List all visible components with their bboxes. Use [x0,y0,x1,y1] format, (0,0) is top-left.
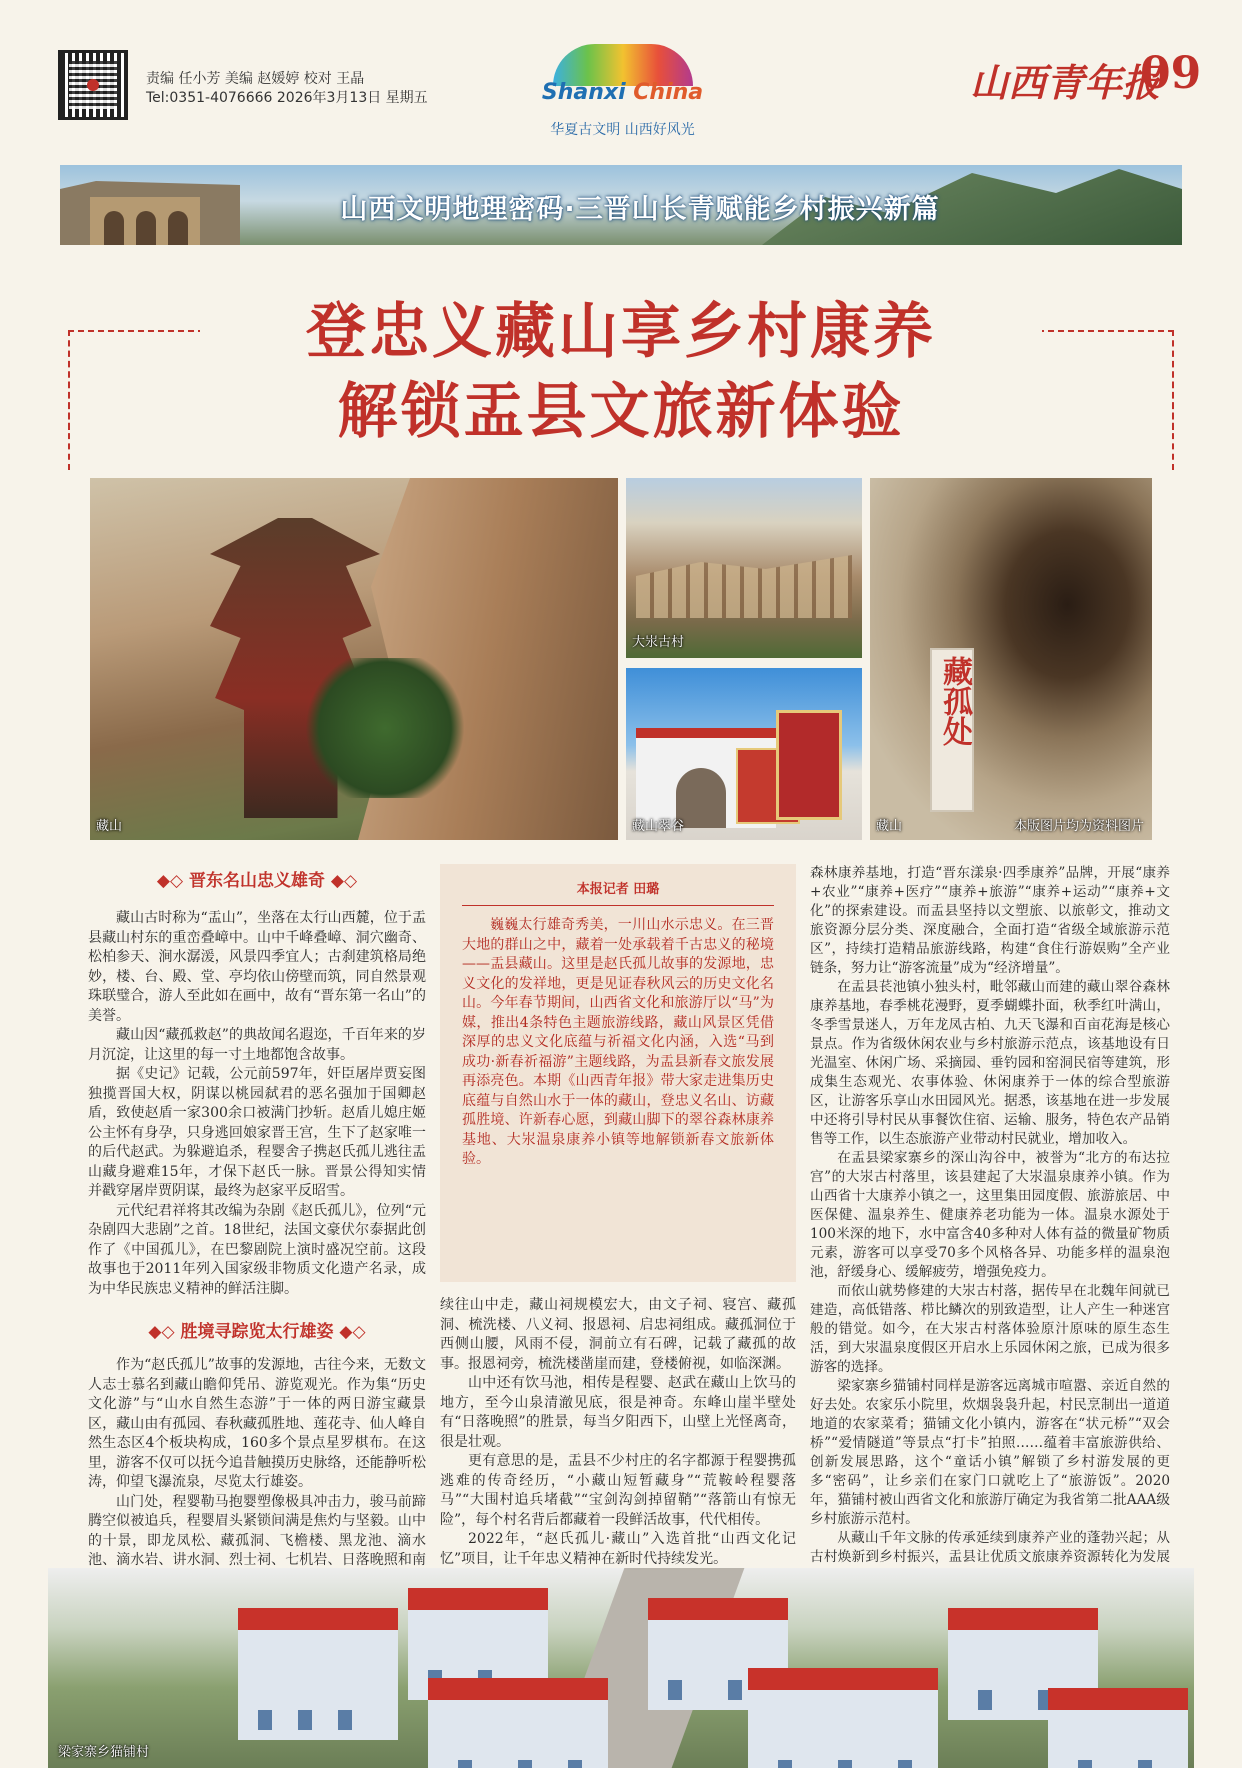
paragraph: 从藏山千年文脉的传承延续到康养产业的蓬勃兴起；从古村焕新到乡村振兴，盂县让优质文旅康养资源转化为发展 [810,1530,1170,1565]
logo-text-b: China [633,80,704,105]
tel-date-line: Tel:0351-4076666 2026年3月13日 星期五 [146,90,428,106]
paragraph: 更有意思的是，盂县不少村庄的名字都源于程婴携孤逃难的传奇经历，“小藏山短暂藏身”“荒鞍岭程婴落马”“大围村追兵堵截”“宝剑沟剑掉留鞘”“落箭山有惊无险”，每个村名背后都藏着一段鲜活故事，代代相传。 [440,1453,796,1528]
column-3 [810,864,1170,1586]
paragraph: 山中还有饮马池，相传是程婴、赵武在藏山上饮马的地方，至今山泉清澈见底，很是神奇。东峰山崖半壁处有“日落晚照”的胜景，每当夕阳西下，山壁上光怪离奇，很是壮观。 [440,1375,796,1450]
photo-caption: 藏山 [96,819,123,834]
paragraph: 藏山因“藏孤救赵”的典故闻名遐迩，千百年来的岁月沉淀，让这里的每一寸土地都饱含故事。 [88,1027,426,1063]
arch-building-icon [90,197,200,245]
section-body [88,909,426,1299]
paragraph: 据《史记》记载，公元前597年，奸臣屠岸贾妄图独揽晋国大权，阴谋以桃园弑君的恶名强加于国卿赵盾，致使赵盾一家300余口被满门抄斩。赵盾儿媳庄姬公主怀有身孕，只身逃回娘家晋王宫，生下了赵家唯一的后代赵武。为躲避追杀，程婴舍子携赵氏孤儿逃往盂山藏身避难15年，才保下赵氏一脉。晋景公得知实情并戳穿屠岸贾阴谋，最终为赵家平反昭雪。 [88,1066,426,1199]
photo-caption: 梁家寨乡猫铺村 [58,1745,150,1760]
lead-paragraph: 巍巍太行雄奇秀美，一川山水示忠义。在三晋大地的群山之中，藏着一处承载着千古忠义的秘境——盂县藏山。这里是赵氏孤儿故事的发源地，忠义文化的发祥地，更是见证春秋风云的历史文化名山。今年春节期间，山西省文化和旅游厅以“马”为媒，推出4条特色主题旅游线路，藏山风景区凭借深厚的忠义文化底蕴与祈福文化内涵，入选“马到成功·新春祈福游”主题线路，为盂县新春文旅发展再添亮色。本期《山西青年报》带大家走进集历史底蕴与自然山水于一体的藏山，登忠义名山、访藏孤胜境、许新春心愿，到藏山脚下的翠谷森林康养基地、大汖温泉康养小镇等地解锁新春文旅新体验。 [462,917,774,1167]
paragraph: 森林康养基地，打造“晋东漾泉·四季康养”品牌，开展“康养+农业”“康养+医疗”“康养+旅游”“康养+运动”“康养+文化”的探索建设。而盂县坚持以文塑旅、以旅彰文，推动文旅资源分层分类、深度融合，全面打造“省级全域旅游示范区”，持续打造精品旅游线路，构建“食住行游娱购”全产业链条，努力让“游客流量”成为“经济增量”。 [810,865,1170,976]
paper-name: 山西青年报 [970,60,1161,105]
section-body [440,1296,796,1569]
stele [930,648,974,812]
photo-caption: 藏山 [876,819,903,834]
photo-cuigu [626,668,862,840]
photo-cangshan-temple [90,478,618,840]
byline: 本报记者 田璐 [576,882,660,897]
logo-slogan: 华夏古文明 山西好风光 [550,122,695,138]
paragraph: 在盂县苌池镇小独头村，毗邻藏山而建的藏山翠谷森林康养基地，春季桃花漫野，夏季蝴蝶扑面，秋季红叶满山，冬季雪景迷人，万年龙凤古柏、九天飞瀑和百亩花海是核心景点。作为省级休闲农业与乡村旅游示范点，该基地设有日光温室、休闲广场、采摘园、垂钓园和窑洞民宿等建筑，形成集生态观光、农事体验、休闲康养于一体的综合型旅游区，让游客乐享山水田园风光。据悉，该基地在进一步发展中还将引导村民从事餐饮住宿、运输、服务，特色农产品销售等工作，以生态旅游产业带动村民就业，增加收入。 [810,979,1170,1147]
photo-credit: 本版图片均为资料图片 [1013,819,1144,834]
photo-dashui-village [626,478,862,658]
qr-code [58,50,128,120]
paragraph: 在盂县梁家寨乡的深山沟谷中，被誉为“北方的布达拉宫”的大汖古村落里，该县建起了大汖温泉康养小镇。作为山西省十大康养小镇之一，这里集田园度假、旅游旅居、中医保健、温泉养生、健康养老功能为一体。温泉水源处于100米深的地下，水中富含40多种对人体有益的微量矿物质元素，游客可以享受70多个风格各异、功能多样的温泉泡池，舒缓身心、缓解疲劳，增强免疫力。 [810,1150,1170,1280]
section-heading: ◆◇ 晋东名山忠义雄奇 ◆◇ [88,866,426,891]
masthead-meta [146,70,428,108]
paragraph: 2022年，“赵氏孤儿·藏山”入选首批“山西文化记忆”项目，让千年忠义精神在新时代持续发光。 [440,1531,796,1567]
headline [200,292,1042,452]
page-number: 09 [1140,48,1202,99]
paragraph: 作为“赵氏孤儿”故事的发源地，古往今来，无数文人志士慕名到藏山瞻仰凭吊、游览观光。作为集“历史文化游”与“山水自然生态游”于一体的两日游宝藏景区，藏山由有孤园、春秋藏孤胜地、莲花寺、仙人峰自然生态区4个板块构成，160多个景点星罗棋布。在这里，游客不仅可以抚今追昔触摸历史脉络，还能静听松涛，仰望飞瀑流泉，尽览太行雄姿。 [88,1357,426,1490]
banner-title: 山西文明地理密码·三晋山长青赋能乡村振兴新篇 [340,194,940,225]
section-heading: ◆◇ 胜境寻踪览太行雄姿 ◆◇ [88,1317,426,1342]
shanxi-china-logo [540,44,705,154]
section-body [810,864,1170,1586]
paragraph: 山门处，程婴勒马抱婴塑像极具冲击力，骏马前蹄腾空似被追兵，程婴眉头紧锁间满是焦灼与坚毅。山中的十景，即龙凤松、藏孤洞、飞檐楼、黑龙池、滴水池、滴水岩、讲水洞、烈士祠、七机岩、日落晚照和南 [88,1493,426,1568]
photo-maopu-village [48,1568,1194,1768]
paragraph: 续往山中走，藏山祠规模宏大，由文子祠、寝宫、藏孤洞、梳洗楼、八义祠、报恩祠、启忠祠组成。藏孤洞位于西侧山腰，风雨不侵，洞前立有石碑，记载了藏孤的故事。报恩祠旁，梳洗楼凿崖而建，登楼俯视，如临深渊。 [440,1297,796,1372]
paragraph: 元代纪君祥将其改编为杂剧《赵氏孤儿》，位列“元杂剧四大悲剧”之首。18世纪，法国文豪伏尔泰据此创作了《中国孤儿》，在巴黎剧院上演时盛况空前。这段故事也于2011年列入国家级非物质文化遗产名录，成为中华民族忠义精神的鲜活注脚。 [88,1202,426,1297]
stele-text: 藏孤处 [937,656,972,746]
photo-caption: 藏山翠谷 [632,819,685,834]
headline-line-2: 解锁盂县文旅新体验 [337,377,905,447]
paragraph: 梁家寨乡猫铺村同样是游客远离城市喧嚣、亲近自然的好去处。农家乐小院里，炊烟袅袅升起，村民烹制出一道道地道的农家菜肴；猫铺文化小镇内，游客在“状元桥”“双会桥”“爱情隧道”等景点“打卡”拍照……蕴着丰富旅游供给、创新发展思路，这个“童话小镇”解锁了乡村游发展的更多“密码”，让乡亲们在家门口就吃上了“旅游饭”。2020年，猫铺村被山西省文化和旅游厅确定为我省第二批AAA级乡村旅游示范村。 [810,1378,1170,1527]
lead-box [440,864,796,1282]
photo-cave [870,478,1152,840]
photo-caption: 大汖古村 [632,635,685,650]
logo-text-a: Shanxi [541,80,626,105]
column-1 [88,866,426,1649]
editor-line: 责编 任小芳 美编 赵媛婷 校对 王晶 [146,71,365,87]
paragraph: 藏山古时称为“盂山”，坐落在太行山西麓，位于盂县藏山村东的重峦叠嶂中。山中千峰叠嶂、洞穴幽奇、松柏参天、涧水潺湲，风景四季宜人；古刹建筑格局绝妙，楼、台、殿、堂、亭均依山傍壁而筑，同自然景观珠联璧合，游人至此如在画中，故有“晋东第一名山”的美誉。 [88,910,426,1024]
column-banner [60,165,1182,245]
paragraph: 而依山就势修建的大汖古村落，据传早在北魏年间就已建造，高低错落、栉比鳞次的别致造型，让人产生一种迷宫般的错觉。如今，在大汖古村落体验原汁原味的原生态生活，到大汖温泉度假区开启水上乐园休闲之旅，已成为很多游客的选择。 [810,1283,1170,1375]
headline-line-1: 登忠义藏山享乡村康养 [306,297,936,367]
